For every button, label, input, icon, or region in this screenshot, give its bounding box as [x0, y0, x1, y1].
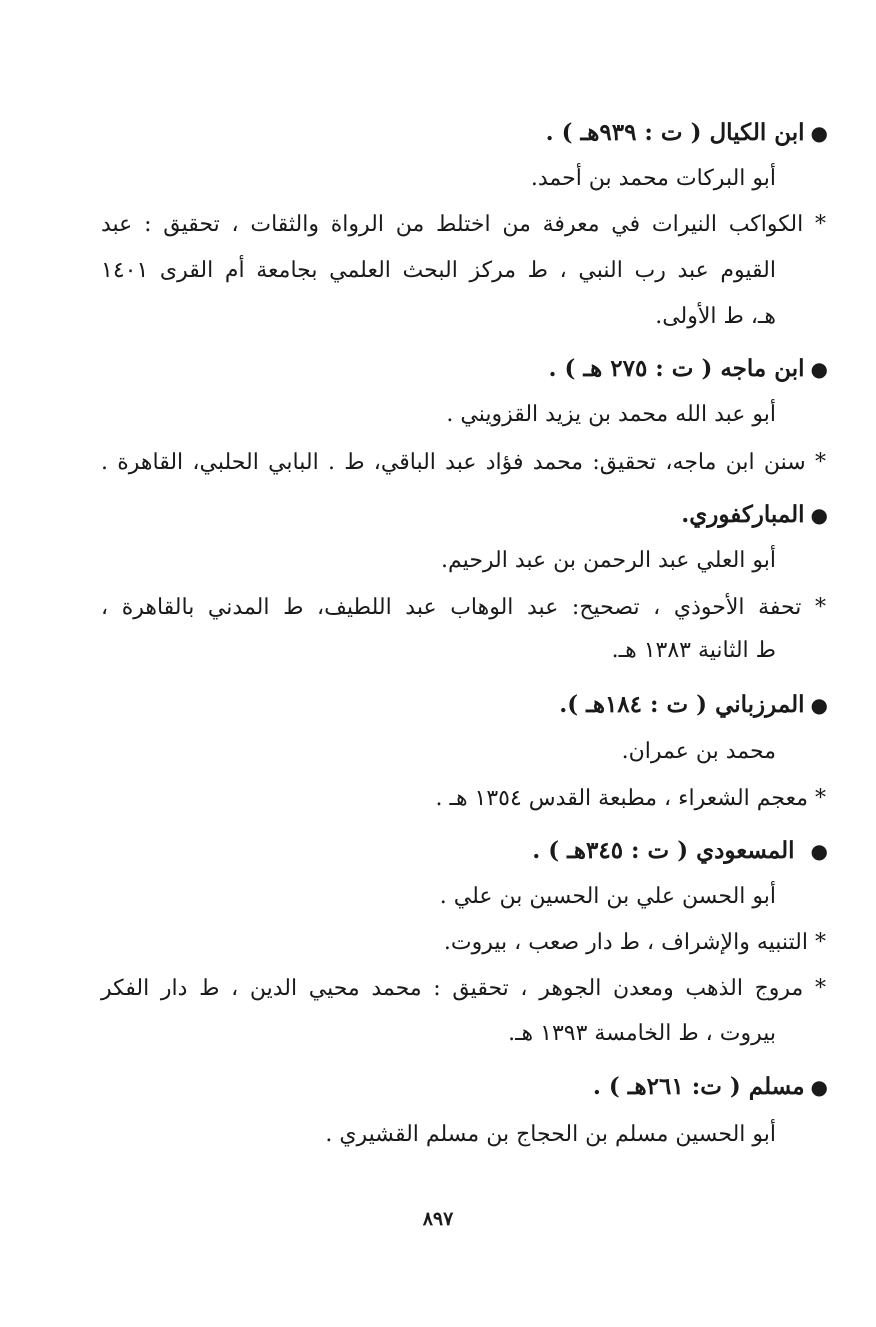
entry-author-name: أبو العلي عبد الرحمن بن عبد الرحيم. [441, 548, 776, 573]
entry-author-name: محمد بن عمران. [621, 739, 776, 764]
entry-heading: ●المسعودي ( ت : ٣٤٥هـ ) . [532, 837, 828, 864]
entry-work-continued: بيروت ، ط الخامسة ١٣٩٣ هـ. [508, 1021, 776, 1046]
entry-work: * التنبيه والإشراف ، ط دار صعب ، بيروت. [443, 930, 826, 955]
entry-author-name: أبو الحسين مسلم بن الحجاج بن مسلم القشيري . [325, 1122, 776, 1147]
bullet-icon: ● [810, 121, 828, 145]
entry-work: * تحفة الأحوذي ، تصحيح: عبد الوهاب عبد اللطيف، ط المدني بالقاهرة ، [101, 595, 826, 620]
entry-author-name: أبو الحسن علي بن الحسين بن علي . [439, 884, 776, 909]
bullet-icon: ● [810, 839, 828, 863]
entry-author-name: أبو البركات محمد بن أحمد. [530, 166, 776, 191]
entry-heading: ●ابن ماجه ( ت : ٢٧٥ هـ ) . [548, 355, 828, 382]
entry-heading: ●مسلم ( ت: ٢٦١هـ ) . [592, 1073, 828, 1100]
bullet-icon: ● [810, 1075, 828, 1099]
entry-work-continued: هـ، ط الأولى. [655, 304, 776, 329]
entry-work: * سنن ابن ماجه، تحقيق: محمد فؤاد عبد الباقي، ط . البابي الحلبي، القاهرة . [101, 450, 826, 475]
entry-work-continued: القيوم عبد رب النبي ، ط مركز البحث العلمي بجامعة أم القرى ١٤٠١ [101, 258, 776, 283]
page-number: ٨٩٧ [422, 1208, 454, 1230]
entry-work: * الكواكب النيرات في معرفة من اختلط من الرواة والثقات ، تحقيق : عبد [101, 212, 826, 237]
entry-heading: ●المباركفوري. [681, 501, 828, 528]
entry-author-name: أبو عبد الله محمد بن يزيد القزويني . [446, 402, 776, 427]
bullet-icon: ● [810, 357, 828, 381]
entry-heading: ●المرزباني ( ت : ١٨٤هـ ). [559, 691, 828, 718]
entry-work: * معجم الشعراء ، مطبعة القدس ١٣٥٤ هـ . [435, 786, 826, 811]
bullet-icon: ● [810, 693, 828, 717]
entry-work: * مروج الذهب ومعدن الجوهر ، تحقيق : محمد محيي الدين ، ط دار الفكر [101, 976, 826, 1001]
entry-work-continued: ط الثانية ١٣٨٣ هـ. [611, 638, 776, 663]
bullet-icon: ● [810, 503, 828, 527]
entry-heading: ●ابن الكيال ( ت : ٩٣٩هـ ) . [545, 119, 828, 146]
